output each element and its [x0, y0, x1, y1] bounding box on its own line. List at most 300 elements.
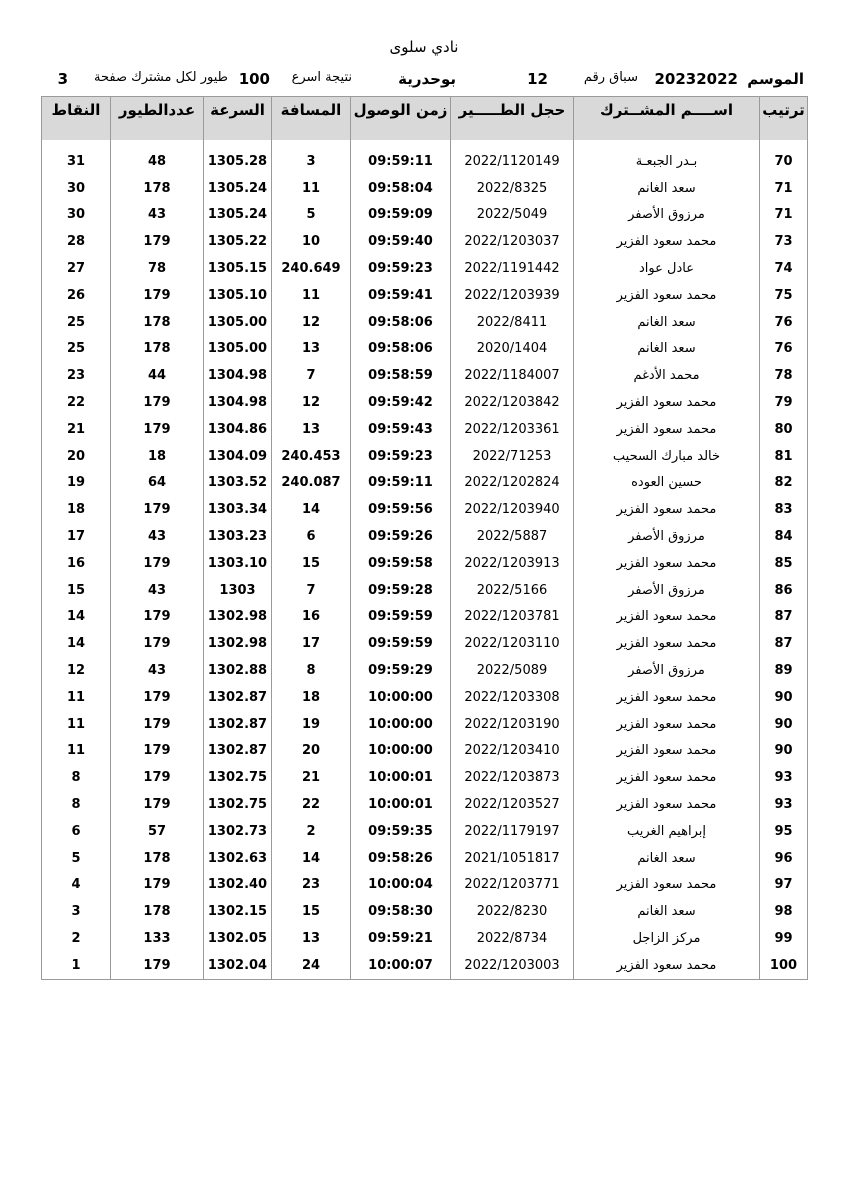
- col-rank-header: ترتيب: [760, 97, 808, 141]
- ring-number-cell: 2022/1203913: [451, 550, 574, 577]
- ring-number-cell: 2022/1203940: [451, 496, 574, 523]
- rank-cell: 74: [760, 255, 808, 282]
- table-row: [42, 470, 808, 497]
- speed-cell: 1303.23: [204, 523, 272, 550]
- points-cell: 11: [42, 738, 111, 765]
- member-name-cell: محمد سعود الفزير: [574, 496, 760, 523]
- bird-count-cell: 18: [111, 443, 204, 470]
- distance-cell: 17: [272, 630, 351, 657]
- distance-cell: 16: [272, 604, 351, 631]
- distance-cell: 8: [272, 657, 351, 684]
- speed-cell: 1303.10: [204, 550, 272, 577]
- race-number: 12: [527, 70, 548, 88]
- table-row: [42, 952, 808, 979]
- ring-number-cell: 2022/1203308: [451, 684, 574, 711]
- arrival-time-cell: 09:58:04: [351, 175, 451, 202]
- bird-count-cell: 179: [111, 711, 204, 738]
- points-cell: 25: [42, 309, 111, 336]
- bird-count-cell: 179: [111, 630, 204, 657]
- arrival-time-cell: 09:58:06: [351, 309, 451, 336]
- bird-count-cell: 179: [111, 496, 204, 523]
- member-name-cell: سعد الغانم: [574, 898, 760, 925]
- points-cell: 2: [42, 925, 111, 952]
- race-location: بوحدرية: [398, 70, 456, 88]
- distance-cell: 6: [272, 523, 351, 550]
- distance-cell: 20: [272, 738, 351, 765]
- distance-cell: 12: [272, 389, 351, 416]
- table-row: [42, 738, 808, 765]
- arrival-time-cell: 10:00:04: [351, 872, 451, 899]
- speed-cell: 1302.87: [204, 711, 272, 738]
- table-row: [42, 872, 808, 899]
- bird-count-cell: 133: [111, 925, 204, 952]
- table-row: [42, 925, 808, 952]
- arrival-time-cell: 09:58:26: [351, 845, 451, 872]
- points-cell: 3: [42, 898, 111, 925]
- arrival-time-cell: 09:59:11: [351, 470, 451, 497]
- bird-count-cell: 179: [111, 872, 204, 899]
- table-row: [42, 496, 808, 523]
- ring-number-cell: 2022/1203939: [451, 282, 574, 309]
- fastest-count: 100: [238, 70, 270, 88]
- bird-count-cell: 43: [111, 577, 204, 604]
- arrival-time-cell: 09:59:59: [351, 630, 451, 657]
- arrival-time-cell: 09:58:30: [351, 898, 451, 925]
- rank-cell: 71: [760, 175, 808, 202]
- distance-cell: 7: [272, 577, 351, 604]
- fastest-label: نتيجة اسرع: [291, 70, 352, 85]
- speed-cell: 1302.63: [204, 845, 272, 872]
- member-name-cell: عادل عواد: [574, 255, 760, 282]
- rank-cell: 93: [760, 764, 808, 791]
- distance-cell: 22: [272, 791, 351, 818]
- bird-count-cell: 179: [111, 604, 204, 631]
- speed-cell: 1302.05: [204, 925, 272, 952]
- results-table: [41, 96, 808, 980]
- rank-cell: 97: [760, 872, 808, 899]
- ring-number-cell: 2022/1203781: [451, 604, 574, 631]
- points-cell: 19: [42, 470, 111, 497]
- points-cell: 16: [42, 550, 111, 577]
- points-cell: 8: [42, 764, 111, 791]
- bird-count-cell: 44: [111, 362, 204, 389]
- ring-number-cell: 2022/1203842: [451, 389, 574, 416]
- distance-cell: 7: [272, 362, 351, 389]
- table-row: [42, 577, 808, 604]
- points-cell: 14: [42, 604, 111, 631]
- ring-number-cell: 2022/1203771: [451, 872, 574, 899]
- speed-cell: 1302.75: [204, 764, 272, 791]
- points-cell: 12: [42, 657, 111, 684]
- member-name-cell: حسين العوده: [574, 470, 760, 497]
- arrival-time-cell: 09:59:23: [351, 255, 451, 282]
- rank-cell: 82: [760, 470, 808, 497]
- points-cell: 28: [42, 228, 111, 255]
- points-cell: 4: [42, 872, 111, 899]
- member-name-cell: خالد مبارك السحيب: [574, 443, 760, 470]
- ring-number-cell: 2022/71253: [451, 443, 574, 470]
- bird-count-cell: 179: [111, 791, 204, 818]
- points-cell: 21: [42, 416, 111, 443]
- member-name-cell: محمد سعود الفزير: [574, 764, 760, 791]
- speed-cell: 1305.15: [204, 255, 272, 282]
- points-cell: 30: [42, 202, 111, 229]
- member-name-cell: سعد الغانم: [574, 309, 760, 336]
- distance-cell: 13: [272, 416, 351, 443]
- member-name-cell: سعد الغانم: [574, 175, 760, 202]
- col-birds-header: عددالطيور: [111, 97, 204, 141]
- points-cell: 15: [42, 577, 111, 604]
- points-cell: 11: [42, 711, 111, 738]
- points-cell: 14: [42, 630, 111, 657]
- ring-number-cell: 2022/1203110: [451, 630, 574, 657]
- bird-count-cell: 178: [111, 845, 204, 872]
- arrival-time-cell: 09:59:29: [351, 657, 451, 684]
- speed-cell: 1304.98: [204, 362, 272, 389]
- bird-count-cell: 178: [111, 309, 204, 336]
- bird-count-cell: 48: [111, 148, 204, 175]
- points-cell: 20: [42, 443, 111, 470]
- table-row: [42, 764, 808, 791]
- bird-count-cell: 178: [111, 898, 204, 925]
- rank-cell: 98: [760, 898, 808, 925]
- arrival-time-cell: 09:59:42: [351, 389, 451, 416]
- rank-cell: 76: [760, 336, 808, 363]
- distance-cell: 240.453: [272, 443, 351, 470]
- speed-cell: 1305.00: [204, 336, 272, 363]
- points-cell: 5: [42, 845, 111, 872]
- distance-cell: 11: [272, 175, 351, 202]
- ring-number-cell: 2022/1203037: [451, 228, 574, 255]
- table-row: [42, 309, 808, 336]
- table-row: [42, 175, 808, 202]
- rank-cell: 75: [760, 282, 808, 309]
- points-cell: 30: [42, 175, 111, 202]
- table-row: [42, 845, 808, 872]
- arrival-time-cell: 09:58:59: [351, 362, 451, 389]
- member-name-cell: مرزوق الأصفر: [574, 657, 760, 684]
- member-name-cell: محمد سعود الفزير: [574, 550, 760, 577]
- speed-cell: 1305.10: [204, 282, 272, 309]
- table-row: [42, 148, 808, 175]
- distance-cell: 240.649: [272, 255, 351, 282]
- rank-cell: 81: [760, 443, 808, 470]
- arrival-time-cell: 09:59:58: [351, 550, 451, 577]
- table-row: [42, 604, 808, 631]
- speed-cell: 1305.24: [204, 202, 272, 229]
- table-row: [42, 523, 808, 550]
- member-name-cell: مرزوق الأصفر: [574, 523, 760, 550]
- member-name-cell: محمد سعود الفزير: [574, 952, 760, 979]
- member-name-cell: محمد سعود الفزير: [574, 684, 760, 711]
- arrival-time-cell: 09:59:26: [351, 523, 451, 550]
- speed-cell: 1302.04: [204, 952, 272, 979]
- speed-cell: 1302.98: [204, 604, 272, 631]
- arrival-time-cell: 10:00:01: [351, 764, 451, 791]
- member-name-cell: مرزوق الأصفر: [574, 577, 760, 604]
- member-name-cell: محمد سعود الفزير: [574, 738, 760, 765]
- member-name-cell: محمد الأدغم: [574, 362, 760, 389]
- ring-number-cell: 2022/1203873: [451, 764, 574, 791]
- rank-cell: 70: [760, 148, 808, 175]
- member-name-cell: محمد سعود الفزير: [574, 604, 760, 631]
- ring-number-cell: 2022/8230: [451, 898, 574, 925]
- speed-cell: 1304.86: [204, 416, 272, 443]
- ring-number-cell: 2022/1191442: [451, 255, 574, 282]
- page-number: 3: [57, 70, 68, 88]
- rank-cell: 87: [760, 630, 808, 657]
- arrival-time-cell: 10:00:00: [351, 738, 451, 765]
- speed-cell: 1304.09: [204, 443, 272, 470]
- speed-cell: 1302.87: [204, 684, 272, 711]
- speed-cell: 1302.15: [204, 898, 272, 925]
- rank-cell: 84: [760, 523, 808, 550]
- ring-number-cell: 2022/1203361: [451, 416, 574, 443]
- ring-number-cell: 2022/1203410: [451, 738, 574, 765]
- member-name-cell: محمد سعود الفزير: [574, 711, 760, 738]
- rank-cell: 95: [760, 818, 808, 845]
- col-points-header: النقاط: [42, 97, 111, 141]
- bird-count-cell: 57: [111, 818, 204, 845]
- ring-number-cell: 2022/5887: [451, 523, 574, 550]
- bird-count-cell: 64: [111, 470, 204, 497]
- bird-count-cell: 179: [111, 282, 204, 309]
- ring-number-cell: 2022/5089: [451, 657, 574, 684]
- ring-number-cell: 2022/8734: [451, 925, 574, 952]
- bird-count-cell: 179: [111, 228, 204, 255]
- points-cell: 18: [42, 496, 111, 523]
- distance-cell: 24: [272, 952, 351, 979]
- table-row: [42, 255, 808, 282]
- distance-cell: 21: [272, 764, 351, 791]
- table-row: [42, 630, 808, 657]
- bird-count-cell: 43: [111, 657, 204, 684]
- speed-cell: 1303: [204, 577, 272, 604]
- distance-cell: 23: [272, 872, 351, 899]
- bird-count-cell: 179: [111, 952, 204, 979]
- distance-cell: 5: [272, 202, 351, 229]
- race-info-bar: [0, 70, 848, 90]
- speed-cell: 1303.52: [204, 470, 272, 497]
- rank-cell: 79: [760, 389, 808, 416]
- speed-cell: 1302.87: [204, 738, 272, 765]
- club-name: نادي سلوى: [389, 38, 459, 56]
- speed-cell: 1302.88: [204, 657, 272, 684]
- rank-cell: 78: [760, 362, 808, 389]
- speed-cell: 1304.98: [204, 389, 272, 416]
- ring-number-cell: 2022/1120149: [451, 148, 574, 175]
- ring-number-cell: 2022/1184007: [451, 362, 574, 389]
- points-cell: 25: [42, 336, 111, 363]
- distance-cell: 12: [272, 309, 351, 336]
- distance-cell: 19: [272, 711, 351, 738]
- points-cell: 27: [42, 255, 111, 282]
- col-ring-header: حجل الطـــــير: [451, 97, 574, 141]
- bird-count-cell: 43: [111, 523, 204, 550]
- rank-cell: 76: [760, 309, 808, 336]
- col-arrival-header: زمن الوصول: [351, 97, 451, 141]
- distance-cell: 240.087: [272, 470, 351, 497]
- rank-cell: 80: [760, 416, 808, 443]
- ring-number-cell: 2022/1179197: [451, 818, 574, 845]
- bird-count-cell: 179: [111, 416, 204, 443]
- member-name-cell: محمد سعود الفزير: [574, 416, 760, 443]
- table-row: [42, 818, 808, 845]
- speed-cell: 1305.24: [204, 175, 272, 202]
- arrival-time-cell: 10:00:07: [351, 952, 451, 979]
- rank-cell: 90: [760, 684, 808, 711]
- rank-cell: 96: [760, 845, 808, 872]
- distance-cell: 15: [272, 898, 351, 925]
- col-speed-header: السرعة: [204, 97, 272, 141]
- ring-number-cell: 2022/1202824: [451, 470, 574, 497]
- rank-cell: 85: [760, 550, 808, 577]
- rank-cell: 83: [760, 496, 808, 523]
- arrival-time-cell: 09:59:21: [351, 925, 451, 952]
- points-cell: 1: [42, 952, 111, 979]
- distance-cell: 15: [272, 550, 351, 577]
- rank-cell: 89: [760, 657, 808, 684]
- table-row: [42, 657, 808, 684]
- points-cell: 6: [42, 818, 111, 845]
- ring-number-cell: 2022/8411: [451, 309, 574, 336]
- col-member-header: اســــم المشــترك: [574, 97, 760, 141]
- season-label: الموسم: [747, 70, 804, 88]
- points-cell: 22: [42, 389, 111, 416]
- points-cell: 11: [42, 684, 111, 711]
- member-name-cell: محمد سعود الفزير: [574, 282, 760, 309]
- rank-cell: 86: [760, 577, 808, 604]
- rank-cell: 73: [760, 228, 808, 255]
- bird-count-cell: 179: [111, 684, 204, 711]
- season-value: 20232022: [654, 70, 738, 88]
- points-cell: 26: [42, 282, 111, 309]
- member-name-cell: مركز الزاجل: [574, 925, 760, 952]
- points-cell: 17: [42, 523, 111, 550]
- member-name-cell: مرزوق الأصفر: [574, 202, 760, 229]
- member-name-cell: محمد سعود الفزير: [574, 791, 760, 818]
- table-row: [42, 228, 808, 255]
- arrival-time-cell: 09:59:56: [351, 496, 451, 523]
- table-row: [42, 443, 808, 470]
- table-row: [42, 202, 808, 229]
- ring-number-cell: 2022/1203003: [451, 952, 574, 979]
- member-name-cell: محمد سعود الفزير: [574, 389, 760, 416]
- arrival-time-cell: 10:00:00: [351, 711, 451, 738]
- per-member-label: طيور لكل مشترك صفحة: [94, 70, 228, 85]
- bird-count-cell: 179: [111, 389, 204, 416]
- table-row: [42, 336, 808, 363]
- arrival-time-cell: 09:59:28: [351, 577, 451, 604]
- arrival-time-cell: 09:59:11: [351, 148, 451, 175]
- table-row: [42, 791, 808, 818]
- speed-cell: 1302.73: [204, 818, 272, 845]
- points-cell: 31: [42, 148, 111, 175]
- ring-number-cell: 2022/1203190: [451, 711, 574, 738]
- table-row: [42, 416, 808, 443]
- bird-count-cell: 178: [111, 336, 204, 363]
- arrival-time-cell: 09:59:23: [351, 443, 451, 470]
- distance-cell: 13: [272, 336, 351, 363]
- ring-number-cell: 2022/8325: [451, 175, 574, 202]
- rank-cell: 71: [760, 202, 808, 229]
- arrival-time-cell: 09:59:09: [351, 202, 451, 229]
- distance-cell: 3: [272, 148, 351, 175]
- arrival-time-cell: 09:59:59: [351, 604, 451, 631]
- arrival-time-cell: 09:59:40: [351, 228, 451, 255]
- table-row: [42, 898, 808, 925]
- table-row: [42, 282, 808, 309]
- ring-number-cell: 2020/1404: [451, 336, 574, 363]
- rank-cell: 93: [760, 791, 808, 818]
- distance-cell: 14: [272, 845, 351, 872]
- distance-cell: 10: [272, 228, 351, 255]
- points-cell: 23: [42, 362, 111, 389]
- distance-cell: 13: [272, 925, 351, 952]
- rank-cell: 100: [760, 952, 808, 979]
- speed-cell: 1302.75: [204, 791, 272, 818]
- points-cell: 8: [42, 791, 111, 818]
- bird-count-cell: 43: [111, 202, 204, 229]
- member-name-cell: إبراهيم الغريب: [574, 818, 760, 845]
- ring-number-cell: 2022/1203527: [451, 791, 574, 818]
- speed-cell: 1302.98: [204, 630, 272, 657]
- rank-cell: 90: [760, 738, 808, 765]
- header-row: [42, 97, 808, 141]
- spacer-row: [42, 140, 808, 148]
- bird-count-cell: 178: [111, 175, 204, 202]
- table-row: [42, 362, 808, 389]
- distance-cell: 18: [272, 684, 351, 711]
- bird-count-cell: 179: [111, 764, 204, 791]
- member-name-cell: سعد الغانم: [574, 845, 760, 872]
- arrival-time-cell: 10:00:00: [351, 684, 451, 711]
- table-row: [42, 684, 808, 711]
- col-distance-header: المسافة: [272, 97, 351, 141]
- member-name-cell: محمد سعود الفزير: [574, 228, 760, 255]
- arrival-time-cell: 09:58:06: [351, 336, 451, 363]
- member-name-cell: سعد الغانم: [574, 336, 760, 363]
- distance-cell: 11: [272, 282, 351, 309]
- arrival-time-cell: 09:59:43: [351, 416, 451, 443]
- table-row: [42, 711, 808, 738]
- member-name-cell: محمد سعود الفزير: [574, 872, 760, 899]
- ring-number-cell: 2022/5049: [451, 202, 574, 229]
- speed-cell: 1305.22: [204, 228, 272, 255]
- speed-cell: 1305.00: [204, 309, 272, 336]
- speed-cell: 1303.34: [204, 496, 272, 523]
- arrival-time-cell: 09:59:35: [351, 818, 451, 845]
- bird-count-cell: 78: [111, 255, 204, 282]
- member-name-cell: محمد سعود الفزير: [574, 630, 760, 657]
- arrival-time-cell: 09:59:41: [351, 282, 451, 309]
- rank-cell: 90: [760, 711, 808, 738]
- ring-number-cell: 2021/1051817: [451, 845, 574, 872]
- rank-cell: 87: [760, 604, 808, 631]
- table-row: [42, 389, 808, 416]
- arrival-time-cell: 10:00:01: [351, 791, 451, 818]
- distance-cell: 14: [272, 496, 351, 523]
- speed-cell: 1302.40: [204, 872, 272, 899]
- table-row: [42, 550, 808, 577]
- bird-count-cell: 179: [111, 738, 204, 765]
- bird-count-cell: 179: [111, 550, 204, 577]
- ring-number-cell: 2022/5166: [451, 577, 574, 604]
- distance-cell: 2: [272, 818, 351, 845]
- speed-cell: 1305.28: [204, 148, 272, 175]
- race-label: سباق رقم: [583, 70, 638, 85]
- member-name-cell: بـدر الجبعـة: [574, 148, 760, 175]
